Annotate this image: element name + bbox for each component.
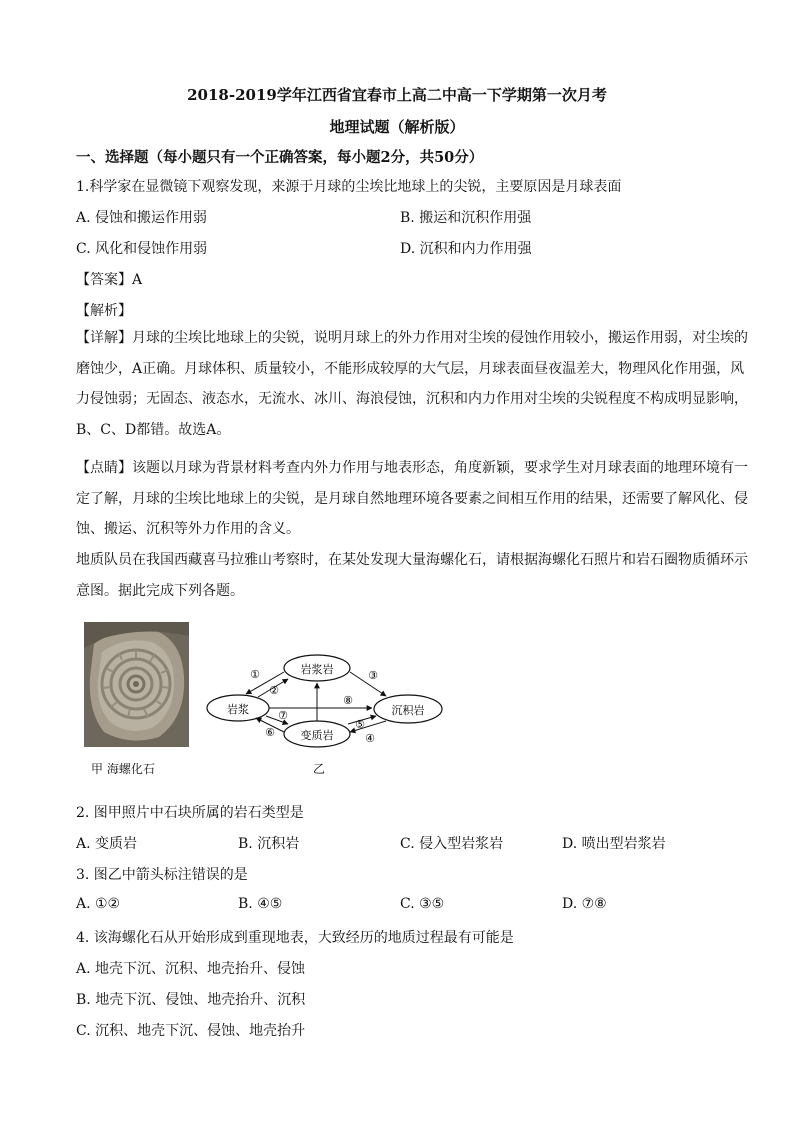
q1-option-d: D. 沉积和内力作用强 — [400, 241, 532, 257]
section-heading: 一、选择题（每小题只有一个正确答案，每小题2分，共50分） — [76, 149, 484, 166]
figure-caption-b: 乙 — [313, 762, 326, 776]
q2-option-a: A. 变质岩 — [76, 836, 138, 852]
q1-detail: 【详解】月球的尘埃比地球上的尖锐，说明月球上的外力作用对尘埃的侵蚀作用较小，搬运作用弱，对尘埃的磨蚀少，A正确。月球体积、质量较小，不能形成较厚的大气层，月球表面昼夜温差大，物理风化作用强，风力侵蚀弱；无固态、液态水，无流水、冰川、海浪侵蚀，沉积和内力作用对尘埃的尖锐程度不构成明显影响，B、C、D都错。故选A。 — [76, 330, 748, 438]
q3-stem: 3. 图乙中箭头标注错误的是 — [76, 867, 248, 883]
label-sedimentary-rock: 沉积岩 — [391, 704, 425, 717]
arrow-label-1: ① — [250, 668, 260, 681]
q1-option-a: A. 侵蚀和搬运作用弱 — [76, 210, 208, 226]
q3-option-d: D. ⑦⑧ — [562, 896, 607, 912]
q2-option-b: B. 沉积岩 — [238, 836, 300, 852]
arrow-label-3: ③ — [368, 669, 378, 682]
q1-comment: 【点睛】该题以月球为背景材料考查内外力作用与地表形态，角度新颖，要求学生对月球表面的地理环境有一定了解，月球的尘埃比地球上的尖锐，是月球自然地理环境各要素之间相互作用的结果，还需要了解风化、侵蚀、搬运、沉积等外力作用的含义。 — [76, 460, 748, 537]
q4-option-a: A. 地壳下沉、沉积、地壳抬升、侵蚀 — [76, 961, 306, 977]
arrow-label-4: ④ — [365, 732, 375, 745]
figure-caption-a: 甲 海螺化石 — [91, 762, 155, 776]
q4-option-c: C. 沉积、地壳下沉、侵蚀、地壳抬升 — [76, 1023, 306, 1039]
q1-answer: 【答案】A — [76, 272, 143, 288]
ammonite-fossil-image — [84, 622, 189, 747]
q1-stem: 1.科学家在显微镜下观察发现，来源于月球的尘埃比地球上的尖锐，主要原因是月球表面 — [76, 179, 622, 195]
label-magma: 岩浆 — [227, 703, 249, 716]
arrow-label-5: ⑤ — [355, 718, 365, 731]
material-text: 地质队员在我国西藏喜马拉雅山考察时，在某处发现大量海螺化石，请根据海螺化石照片和岩石圈物质循环示意图。据此完成下列各题。 — [76, 552, 748, 599]
arrow-label-8: ⑧ — [343, 694, 353, 707]
q3-option-a: A. ①② — [76, 896, 121, 912]
arrow-label-7: ⑦ — [278, 709, 288, 722]
arrow-label-6: ⑥ — [265, 726, 275, 739]
q4-stem: 4. 该海螺化石从开始形成到重现地表，大致经历的地质过程最有可能是 — [76, 930, 514, 946]
q2-option-c: C. 侵入型岩浆岩 — [400, 836, 504, 852]
q3-option-c: C. ③⑤ — [400, 896, 445, 912]
label-metamorphic-rock: 变质岩 — [300, 729, 334, 742]
label-igneous-rock: 岩浆岩 — [300, 663, 334, 676]
page-subtitle: 地理试题（解析版） — [329, 118, 465, 136]
q2-stem: 2. 图甲照片中石块所属的岩石类型是 — [76, 805, 304, 821]
arrow-label-2: ② — [269, 684, 279, 697]
q2-option-d: D. 喷出型岩浆岩 — [562, 836, 666, 852]
q4-option-b: B. 地壳下沉、侵蚀、地壳抬升、沉积 — [76, 992, 306, 1008]
q1-option-b: B. 搬运和沉积作用强 — [400, 210, 532, 226]
rock-cycle-diagram — [200, 646, 460, 758]
page-title: 2018-2019学年江西省宜春市上高二中高一下学期第一次月考 — [187, 86, 607, 104]
q1-analysis-label: 【解析】 — [76, 303, 132, 319]
q3-option-b: B. ④⑤ — [238, 896, 283, 912]
fossil-photo — [84, 622, 189, 747]
q1-option-c: C. 风化和侵蚀作用弱 — [76, 241, 208, 257]
